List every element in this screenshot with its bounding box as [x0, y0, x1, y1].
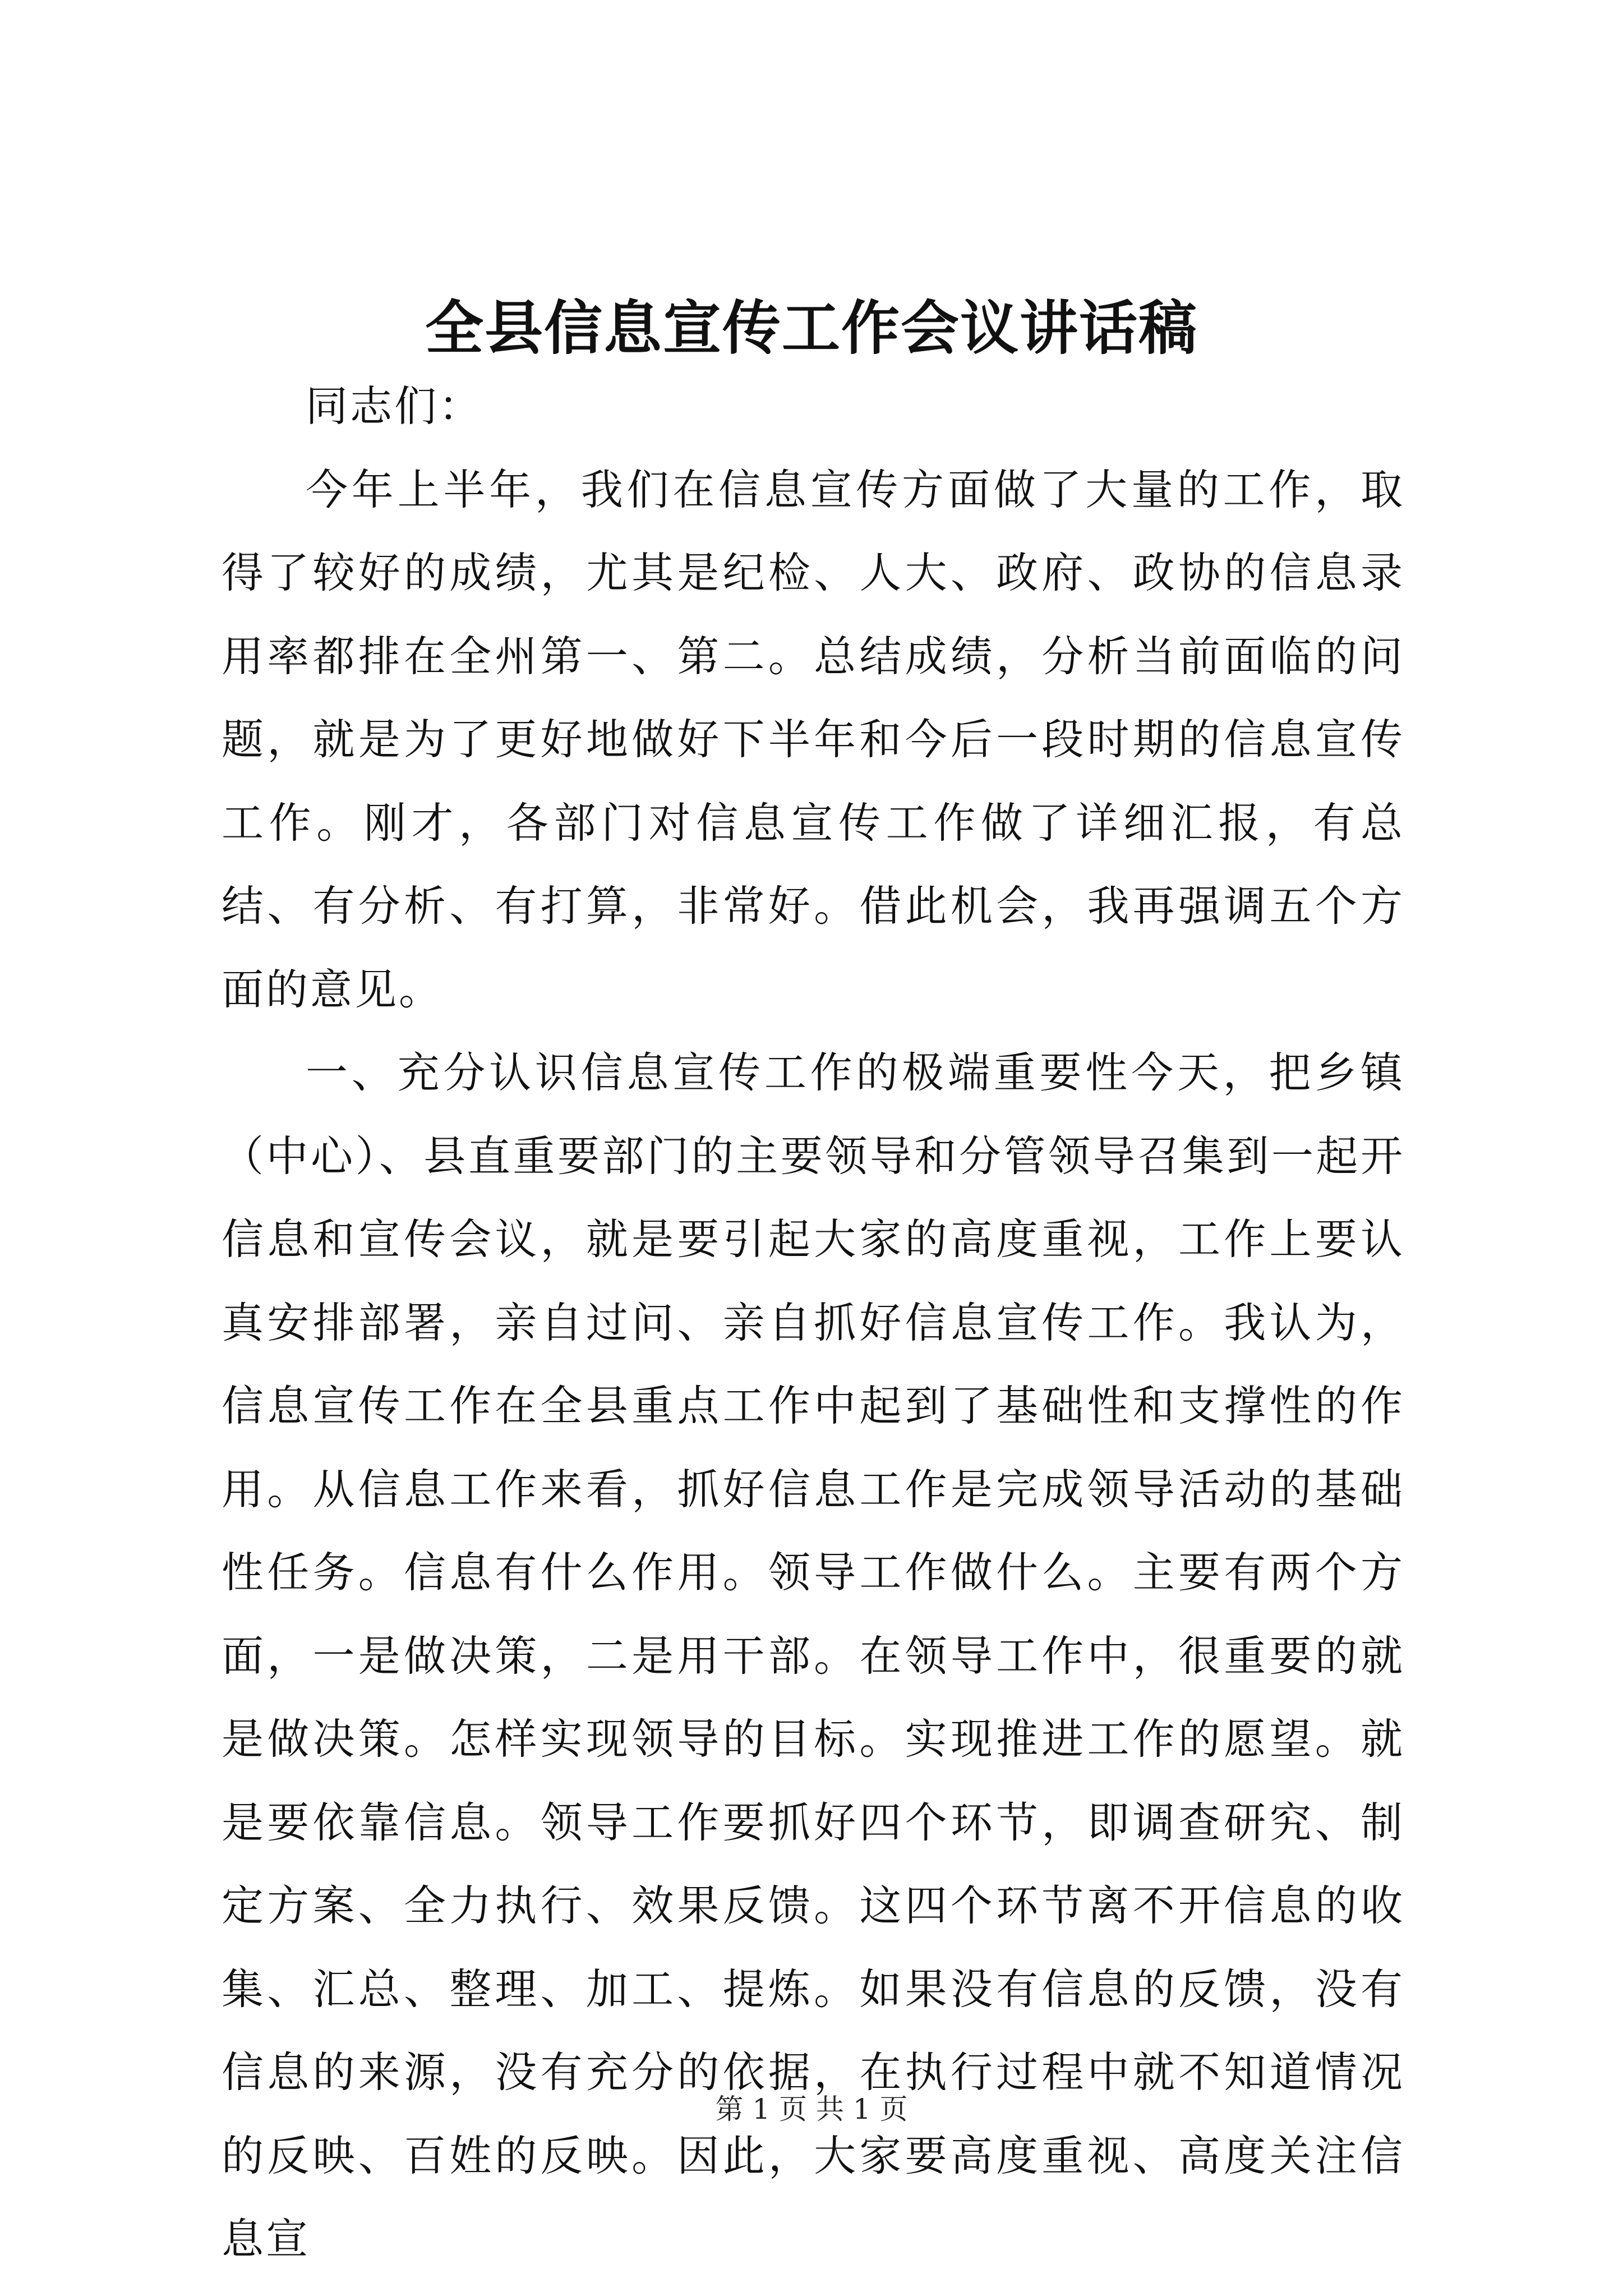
document-body [222, 365, 1405, 2281]
page-footer: 第 1 页 共 1 页 [715, 2093, 908, 2125]
document-title: 全县信息宣传工作会议讲话稿 [425, 293, 1198, 362]
salutation: 同志们： [306, 381, 483, 431]
paragraph-1: 今年上半年，我们在信息宣传方面做了大量的工作，取得了较好的成绩，尤其是纪检、人大、政府、政协的信息录用率都排在全州第一、第二。总结成绩，分析当前面临的问题，就是为了更好地做好下半年和今后一段时期的信息宣传工作。刚才，各部门对信息宣传工作做了详细汇报，有总结、有分析、有打算，非常好。借此机会，我再强调五个方面的意见。 [222, 464, 1405, 1014]
paragraph-2: 一、充分认识信息宣传工作的极端重要性今天，把乡镇（中心）、县直重要部门的主要领导和分管领导召集到一起开信息和宣传会议，就是要引起大家的高度重视，工作上要认真安排部署，亲自过问、亲自抓好信息宣传工作。我认为，信息宣传工作在全县重点工作中起到了基础性和支撑性的作用。从信息工作来看，抓好信息工作是完成领导活动的基础性任务。信息有什么作用。领导工作做什么。主要有两个方面，一是做决策，二是用干部。在领导工作中，很重要的就是做决策。怎样实现领导的目标。实现推进工作的愿望。就是要依靠信息。领导工作要抓好四个环节，即调查研究、制定方案、全力执行、效果反馈。这四个环节离不开信息的收集、汇总、整理、加工、提炼。如果没有信息的反馈，没有信息的来源，没有充分的依据，在执行过程中就不知道情况的反映、百姓的反映。因此，大家要高度重视、高度关注信息宣 [222, 1048, 1405, 2263]
